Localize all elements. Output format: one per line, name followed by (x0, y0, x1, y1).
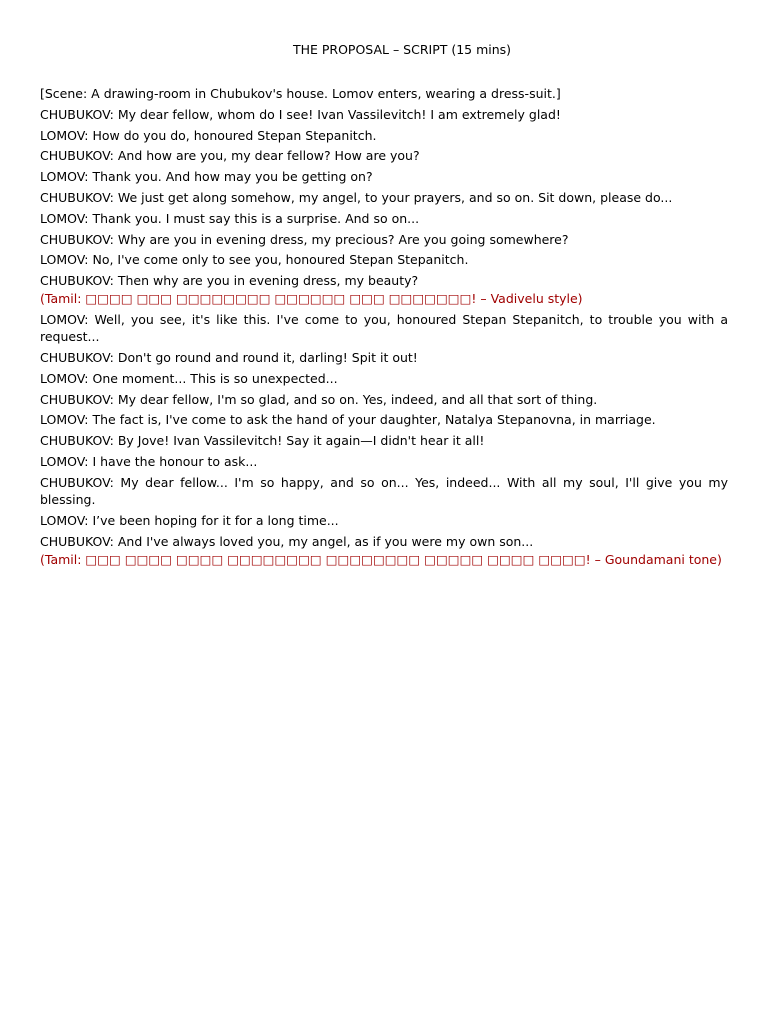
dialogue-line: CHUBUKOV: Why are you in evening dress, my precious? Are you going somewhere? (40, 231, 569, 247)
dialogue-line: CHUBUKOV: My dear fellow... I'm so happy, and so on... Yes, indeed... With all my soul, I'll give you my blessing. (40, 474, 728, 508)
dialogue-line: CHUBUKOV: And I've always loved you, my angel, as if you were my own son... (40, 533, 534, 549)
dialogue-line: LOMOV: How do you do, honoured Stepan Stepanitch. (40, 127, 377, 143)
dialogue-line: CHUBUKOV: Don't go round and round it, darling! Spit it out! (40, 350, 418, 366)
dialogue-line: LOMOV: Thank you. I must say this is a surprise. And so on... (40, 210, 420, 226)
stage-direction: [Scene: A drawing-room in Chubukov's house. Lomov enters, wearing a dress-suit.] (40, 86, 561, 101)
dialogue-line: LOMOV: The fact is, I've come to ask the hand of your daughter, Natalya Stepanovna, in marriage. (40, 412, 656, 428)
dialogue-line: CHUBUKOV: My dear fellow, I'm so glad, and so on. Yes, indeed, and all that sort of thing. (40, 391, 598, 407)
dialogue-line: CHUBUKOV: By Jove! Ivan Vassilevitch! Say it again—I didn't hear it all! (40, 433, 485, 449)
document-title: THE PROPOSAL – SCRIPT (15 mins) (292, 42, 512, 57)
dialogue-line: CHUBUKOV: My dear fellow, whom do I see! Ivan Vassilevitch! I am extremely glad! (40, 106, 561, 122)
tamil-note: (Tamil: □□□□ □□□ □□□□□□□□ □□□□□□ □□□ □□□□□□□! – Vadivelu style) (40, 290, 583, 306)
script-body (40, 85, 728, 572)
dialogue-line: LOMOV: I’ve been hoping for it for a long time... (40, 513, 339, 529)
dialogue-line: LOMOV: I have the honour to ask... (40, 454, 258, 470)
dialogue-line: CHUBUKOV: We just get along somehow, my angel, to your prayers, and so on. Sit down, please do... (40, 189, 673, 205)
dialogue-line: CHUBUKOV: Then why are you in evening dress, my beauty? (40, 273, 419, 289)
dialogue-line: LOMOV: Thank you. And how may you be getting on? (40, 169, 373, 185)
dialogue-line: LOMOV: One moment... This is so unexpected... (40, 370, 338, 386)
dialogue-line: CHUBUKOV: And how are you, my dear fellow? How are you? (40, 148, 420, 164)
dialogue-line: LOMOV: Well, you see, it's like this. I've come to you, honoured Stepan Stepanitch, to trouble you with a request... (40, 311, 728, 345)
dialogue-line: LOMOV: No, I've come only to see you, honoured Stepan Stepanitch. (40, 252, 469, 268)
tamil-note: (Tamil: □□□ □□□□ □□□□ □□□□□□□□ □□□□□□□□ □□□□□ □□□□ □□□□! – Goundamani tone) (40, 551, 722, 567)
